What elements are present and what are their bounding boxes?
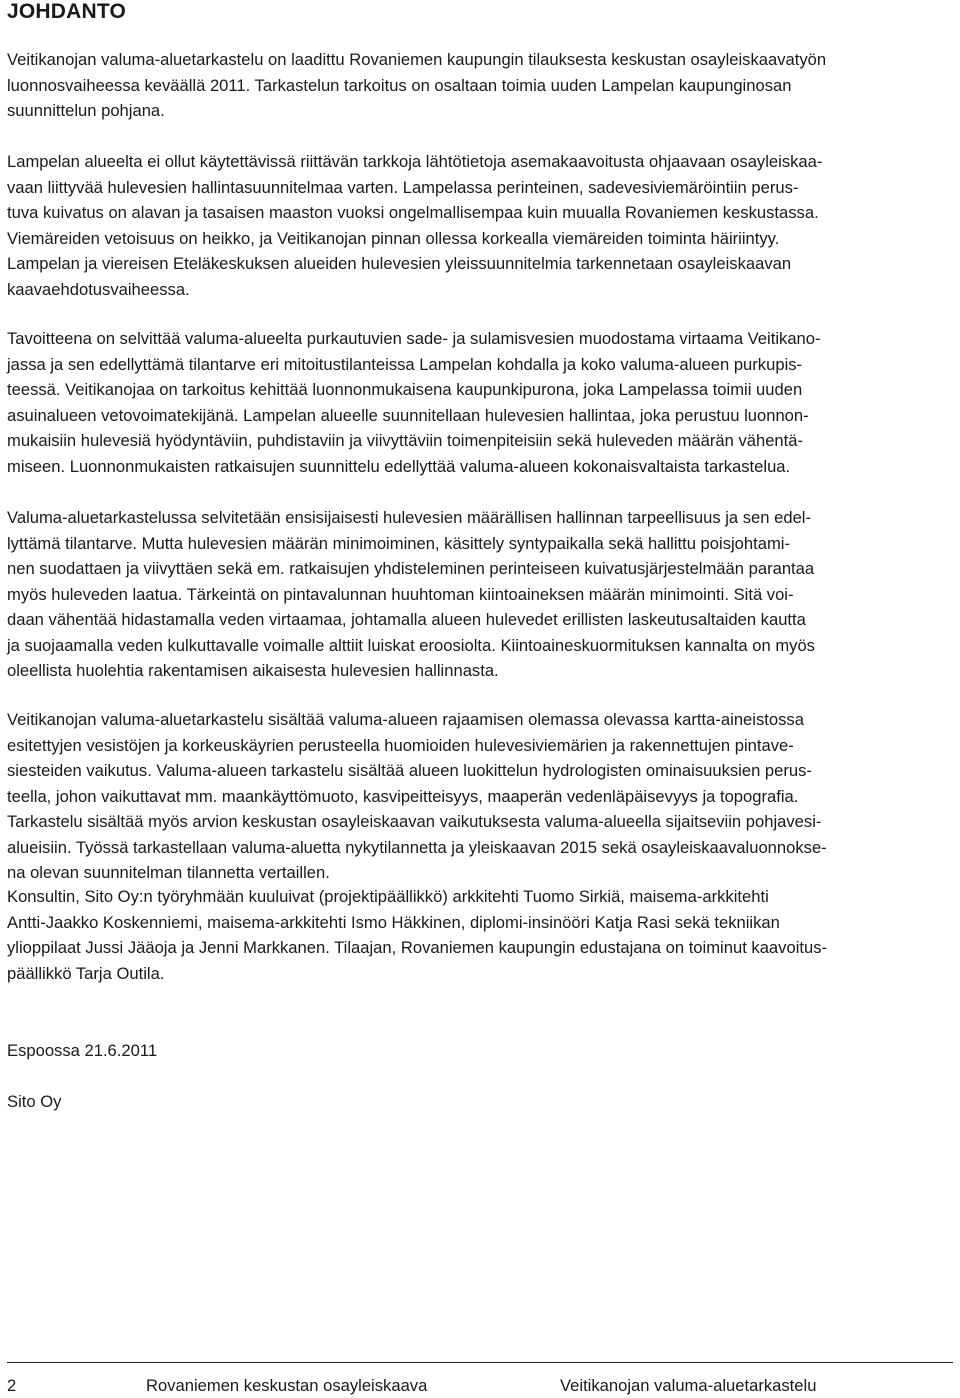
paragraph-line: Lampelan ja viereisen Eteläkeskuksen alueiden hulevesien yleissuunnitelmia tarkennetaan osayleiskaavan	[7, 254, 792, 273]
paragraph	[7, 1038, 953, 1064]
paragraph-line: na olevan suunnitelman tilannetta vertaillen.	[7, 863, 330, 882]
paragraph-line: mukaisiin hulevesiä hyödyntäviin, puhdistaviin ja viivyttäviin toimenpiteisiin sekä huleveden määrän vähentä-	[7, 431, 804, 450]
paragraph-line: Veitikanojan valuma-aluetarkastelu sisältää valuma-alueen rajaamisen olemassa olevassa kartta-aineistossa	[7, 710, 804, 729]
paragraph-line: esitettyjen vesistöjen ja korkeuskäyrien perusteella huomioiden hulevesiviemärien ja rakennettujen pintave-	[7, 735, 794, 755]
paragraph	[7, 47, 953, 124]
paragraph-line: daan vähentää hidastamalla veden virtaamaa, johtamalla alueen hulevedet erillisten laskeutusaltaiden kautta	[7, 610, 806, 629]
paragraph-line: suunnittelun pohjana.	[7, 101, 165, 120]
paragraph	[7, 505, 953, 684]
footer-page-number: 2	[7, 1376, 17, 1395]
paragraph-line: Sito Oy	[7, 1092, 62, 1111]
paragraph-line: miseen. Luonnonmukaisten ratkaisujen suunnittelu edellyttää valuma-alueen kokonaisvaltaista tarkastelua.	[7, 456, 791, 476]
paragraph-line: Espoossa 21.6.2011	[7, 1041, 158, 1060]
paragraph-line: jassa ja sen edellyttämä tilantarve eri mitoitustilanteissa Lampelan kohdalla ja koko valuma-alueen purkupis-	[7, 354, 803, 374]
paragraph-line: Tarkastelu sisältää myös arvion keskustan osayleiskaavan vaikutuksesta valuma-alueella sijaitseviin pohjavesi-	[7, 812, 822, 831]
paragraph-line: teessä. Veitikanojaa on tarkoitus kehittää luonnonmukaisena kaupunkipurona, joka Lampelassa toimii uuden	[7, 380, 803, 399]
paragraph	[7, 884, 953, 986]
footer-section-title: Veitikanojan valuma-aluetarkastelu	[560, 1376, 817, 1395]
paragraph-line: kaavaehdotusvaiheessa.	[7, 279, 190, 299]
paragraph-line: Viemäreiden vetoisuus on heikko, ja Veitikanojan pinnan ollessa korkealla viemäreiden toiminta häiriintyy.	[7, 228, 780, 248]
paragraph-line: alueisiin. Työssä tarkastellaan valuma-aluetta nykytilannetta ja yleiskaavan 2015 sekä osayleiskaavaluonnokse-	[7, 837, 827, 857]
paragraph-line: luonnosvaiheessa keväällä 2011. Tarkastelun tarkoitus on osaltaan toimia uuden Lampelan kaupunginosan	[7, 75, 792, 95]
paragraph	[7, 326, 953, 479]
paragraph-line: Valuma-aluetarkastelussa selvitetään ensisijaisesti hulevesien määrällisen hallinnan tarpeellisuus ja sen edel-	[7, 508, 812, 527]
paragraph-line: vaan liittyvää hulevesien hallintasuunnitelmaa varten. Lampelassa perinteinen, sadevesiviemäröintiin perus-	[7, 177, 799, 197]
page-heading: JOHDANTO	[7, 0, 127, 23]
footer-divider	[7, 1362, 953, 1363]
footer-document-title: Rovaniemen keskustan osayleiskaava	[146, 1376, 428, 1395]
paragraph-line: oleellista huolehtia rakentamisen aikaisesta hulevesien hallinnasta.	[7, 661, 499, 680]
paragraph-line: ja suojaamalla veden kulkuttavalle voimalle alttiit luiskat eroosiolta. Kiintoaineskuormituksen kannalta on myös	[7, 635, 815, 655]
paragraph-line: Tavoitteena on selvittää valuma-alueelta purkautuvien sade- ja sulamisvesien muodostama virtaama Veitikano-	[7, 329, 821, 348]
paragraph-line: tuva kuivatus on alavan ja tasaisen maaston vuoksi ongelmallisempaa kuin muualla Rovaniemen keskustassa.	[7, 203, 819, 222]
paragraph	[7, 149, 953, 302]
paragraph-line: myös huleveden laatua. Tärkeintä on pintavalunnan huuhtoman kiintoaineksen määrän minimointi. Sitä voi-	[7, 584, 794, 604]
paragraph-line: siesteiden vaikutus. Valuma-alueen tarkastelu sisältää alueen luokittelun hydrologisten ominaisuuksien perus-	[7, 761, 812, 780]
paragraph-line: asuinalueen vetovoimatekijänä. Lampelan alueelle suunnitellaan hulevesien hallintaa, joka perustuu luonnon-	[7, 405, 809, 425]
paragraph-line: Konsultin, Sito Oy:n työryhmään kuuluivat (projektipäällikkö) arkkitehti Tuomo Sirkiä, maisema-arkkitehti	[7, 887, 769, 906]
paragraph-line: teella, johon vaikuttavat mm. maankäyttömuoto, kasvipeitteisyys, maaperän vedenläpäisevyys ja topografia.	[7, 786, 799, 806]
paragraph	[7, 1089, 953, 1115]
paragraph-line: Antti-Jaakko Koskenniemi, maisema-arkkitehti Ismo Häkkinen, diplomi-insinööri Katja Rasi sekä tekniikan	[7, 912, 780, 932]
paragraph-line: päällikkö Tarja Outila.	[7, 963, 165, 983]
paragraph-line: Veitikanojan valuma-aluetarkastelu on laadittu Rovaniemen kaupungin tilauksesta keskustan osayleiskaavatyön	[7, 50, 827, 69]
paragraph-line: nen suodattaen ja viivyttäen sekä em. ratkaisujen yhdisteleminen perinteiseen kuivatusjärjestelmään parantaa	[7, 559, 815, 578]
paragraph-line: lyttämä tilantarve. Mutta hulevesien määrän minimoiminen, käsittely syntypaikalla sekä hallittu poisjohtami-	[7, 533, 791, 553]
paragraph-line: Lampelan alueelta ei ollut käytettävissä riittävän tarkkoja lähtötietoja asemakaavoitusta ohjaavaan osayleiskaa-	[7, 152, 823, 171]
paragraph	[7, 707, 953, 886]
paragraph-line: ylioppilaat Jussi Jääoja ja Jenni Markkanen. Tilaajan, Rovaniemen kaupungin edustajana on toiminut kaavoitus-	[7, 938, 828, 957]
